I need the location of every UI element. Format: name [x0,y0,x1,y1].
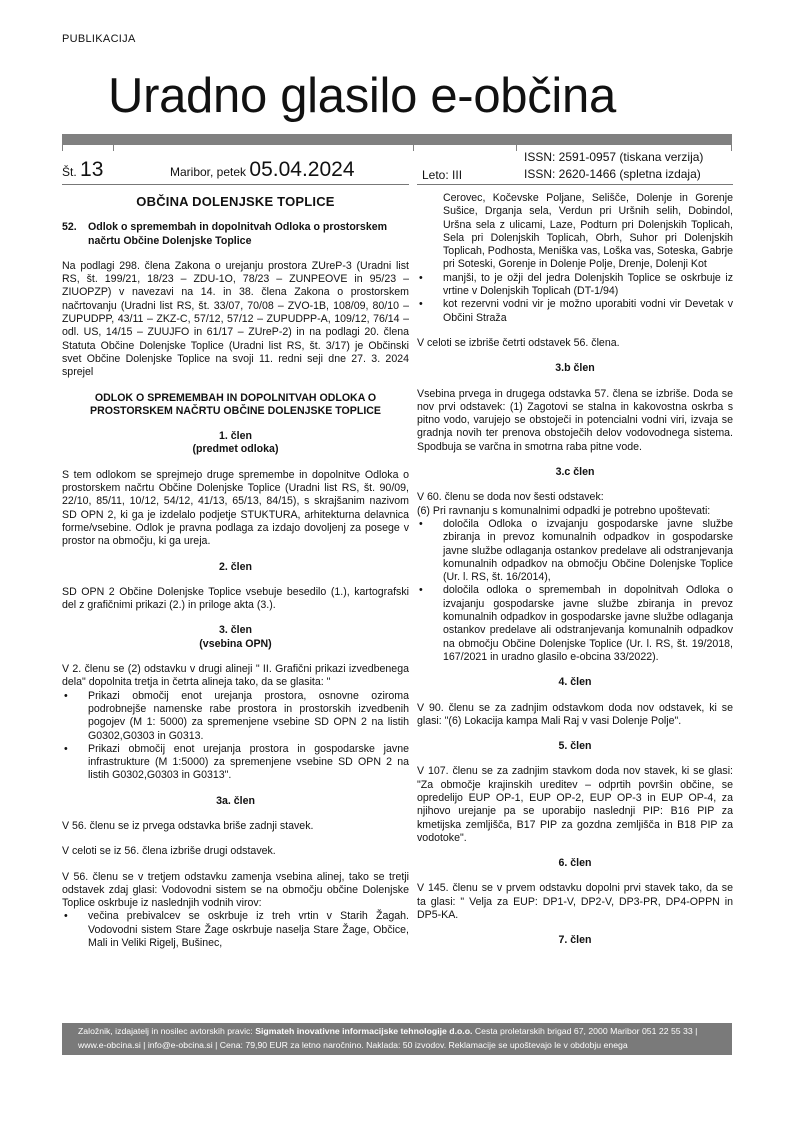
article-2-text: SD OPN 2 Občine Dolenjske Toplice vsebuje besedilo (1.), kartografski del z grafičnimi prikazi (2.) in priloge akta (3.). [62,585,409,612]
gazette-title: Uradno glasilo e-občina [108,69,616,123]
rule-tick [113,145,114,151]
article-3-text: V 2. členu se (2) odstavku v drugi alineji " II. Grafični prikazi izvedbenega dela" dopolnita tretja in četrta alineja tako, da se glasita: " [62,663,409,689]
article-2-title: 2. člen [219,560,252,573]
article-3c-text: V 60. členu se doda nov šesti odstavek: [417,491,604,504]
entry-title: Odlok o spremembah in dopolnitvah Odloka o prostorskem načrtu Občine Dolenjske Toplice [88,221,388,247]
article-3-subtitle: (vsebina OPN) [199,637,272,650]
rule-tick [731,145,732,151]
article-4-title: 4. člen [558,676,592,689]
header-underline [417,184,733,185]
article-3b-title: 3.b člen [555,362,595,375]
masthead-rule [62,134,732,145]
paragraph: V celoti se izbriše četrti odstavek 56. člena. [417,336,620,349]
list-item: • določila Odloka o izvajanju gospodarske javne službe zbiranja in prevoz komunalnih odpadkov in gospodarske javne službe odlaganja ostankov predelave ali odstranjevanja komunalnih odpadkov na območju Občine Dolenjske Toplice (Ur. l. RS, št. 16/2014), [417,518,733,584]
volume-label: Leto: III [422,168,463,182]
article-1-title: 1. člen [219,430,252,443]
water-sources-list-continued [417,192,733,272]
entry-heading [62,221,409,248]
list-item: • določila odloka o spremembah in dopolnitvah Odloka o izvajanju gospodarske javne službe zbiranja in prevoz komunalnih odpadkov in gospodarske javne službe odlaganja ostankov predelave ali odstranjevanja komunalnih odpadkov na območju Občine Dolenjske Toplice (Ur. l. RS, št. 19/2018, 167/2021 in uradno glasilo e-obcina 33/2022). [417,584,733,664]
article-1-text: S tem odlokom se sprejmejo druge spremembe in dopolnitve Odloka o prostorskem načrtu Občine Dolenjske Toplice (Uradni list RS, št. 90/09, 22/10, 85/11, 10/12, 54/12, 41/13, 65/13, 84/15), s skrajšanim nazivom SD OPN 2, ki ga je izdelalo podjetje STUKTURA, arhitekturna delavnica forme/vsebine. Odlok je pravna podlaga za izdajo dovoljenj za posege v prostor na območju, ki ga ureja. [62,468,409,548]
rule-tick [413,145,414,151]
article-3a-title: 3a. člen [216,794,255,807]
article-3a-paragraph: V 56. členu se v tretjem odstavku zamenja vsebina alinej, tako se tretji odstavek zdaj glasi: Vodovodni sistem se na območju občine Dolenjske Toplice oskrbuje iz naslednjih vodnih virov: [62,870,409,910]
article-3c-text: (6) Pri ravnanju s komunalnimi odpadki je potrebno upoštevati: [417,504,711,517]
issn-online: ISSN: 2620-1466 (spletna izdaja) [524,167,701,181]
article-1-subtitle: (predmet odloka) [192,443,279,456]
entry-number: 52. [62,221,77,234]
right-column [417,192,733,960]
water-sources-list [62,910,409,950]
header-underline [62,184,409,185]
footer-details: Cesta proletarskih brigad 67, 2000 Maribor 051 22 55 33 | www.e-obcina.si | info@e-obcina.si | Cena: 79,90 EUR za letno naročnino. Naklada: 50 izvodov. Reklamacije se upoštevajo le v obdobju enega [78,1026,698,1050]
date-value: 05.04.2024 [249,158,355,181]
list-item: • večina prebivalcev se oskrbuje iz treh vrtin v Starih Žagah. Vodovodni sistem Stare Žage oskrbuje naselja Stare Žage, Občice, Mali in Veliki Rigelj, Bušinec, [62,910,409,950]
article-4-text: V 90. členu se za zadnjim odstavkom doda nov odstavek, ki se glasi: "(6) Lokacija kampa Mali Raj v vasi Dolenje Polje". [417,701,733,727]
left-column [62,188,409,962]
list-item: • kot rezervni vodni vir je možno uporabiti vodni vir Devetak v Občini Straža [417,298,733,325]
list-item: • Prikazi območij enot urejanja prostora in gospodarske javne infrastrukture (M 1:5000) za spremenjene vsebine SD OPN 2 na listih G0302,G0303 in G0313". [62,743,409,783]
list-item: Cerovec, Kočevske Poljane, Selišče, Dolenje in Gorenje Sušice, Drganja sela, Verdun pri Uršnih selih, Dobindol, Uršna sela z ulicami, Laze, Podturn pri Dolenjskih Toplicah, Sela pri Dolenjskih Toplicah, Obrh, Suhor pri Dolenjskih Toplicah, Podhosta, Meniška vas, Loška vas, Soteska, Gabrje pri Soteski, Gorenje in Dolenje Polje, Drenje, Dolenji Kot [443,192,733,271]
article-7-title: 7. člen [558,934,592,947]
article-3a-paragraph: V celoti se iz 56. člena izbriše drugi odstavek. [62,845,276,858]
article-5-title: 5. člen [558,740,592,753]
municipality-heading: OBČINA DOLENJSKE TOPLICE [136,194,335,209]
issue-prefix: Št. [62,165,77,179]
issue-date [170,158,355,182]
water-sources-list [417,272,733,325]
article-3c-title: 3.c člen [555,466,595,479]
decree-title: ODLOK O SPREMEMBAH IN DOPOLNITVAH ODLOKA O PROSTORSKEM NAČRTU OBČINE DOLENJSKE TOPLICE [90,391,381,417]
article-3-list [62,690,409,783]
list-item: • manjši, to je ožji del jedra Dolenjskih Toplice se oskrbuje iz vrtine v Dolenjskih Toplicah (DT-1/94) [417,272,733,299]
issn-print: ISSN: 2591-0957 (tiskana verzija) [524,150,704,164]
article-3-title: 3. člen [219,624,252,637]
article-5-text: V 107. členu se za zadnjim stavkom doda nov stavek, ki se glasi: "Za območje krajinskih ureditev – odprtih površin občine, se opredelijo EUP OP-1, EUP OP-2, EUP OP-3 in EUP OP-4, za njihovo urejanje pa se uporabijo naslednji PIP: B16 PIP za kmetijska zemljišča, B17 PIP za gozdna zemljišča in B18 PIP za vodotoke". [417,765,733,844]
rule-tick [62,145,63,151]
publisher-footer [62,1023,732,1055]
article-6-text: V 145. členu se v prvem odstavku dopolni prvi stavek tako, da se ta glasi: " Velja za EUP: DP1-V, DP2-V, DP3-PR, DP4-OPPN in DP5-KA. [417,882,733,922]
list-item: • Prikazi območij enot urejanja prostora, osnovne oziroma podrobnejše namenske rabe prostora in prostorskih izvedbenih pogojev (M 1: 5000) za spremenjene vsebine SD OPN 2 na listih G0302,G0303 in G0313. [62,690,409,743]
preamble: Na podlagi 298. člena Zakona o urejanju prostora ZUreP-3 (Uradni list RS, št. 199/21, 18/23 – ZDU-1O, 78/23 – ZUNPEOVE in 95/23 – ZIUOPZP) v navezavi na 14. in 38. člena Zakona o prostorskem načrtovanju (Uradni list RS, št. 33/07, 70/08 – ZVO-1B, 108/09, 80/10 – ZUPUDPP, 43/11 – ZKZ-C, 57/12, 57/12 – ZUPUDPP-A, 109/12, 76/14 – odl. US, 14/15 – ZUUJFO in 61/17 – ZUreP-2) in na podlagi 20. člena Statuta Občine Dolenjske Toplice (Uradni list RS, št. 3/17) je Občinski svet Občine Dolenjske Toplice na svoji 11. redni seji dne 27. 3. 2024 sprejel [62,259,409,379]
waste-rules-list [417,518,733,664]
article-3b-text: Vsebina prvega in drugega odstavka 57. člena se izbriše. Doda se nov prvi odstavek: (1) Zagotovi se stalna in kakovostna oskrba s pitno vodo, varujejo se obstoječi in potencialni vodni viri, izvaja se gradnja novih ter prenova obstoječih delov vodovodnega sistema. Spodbuja se varčna in smotrna raba pitne vode. [417,387,733,453]
article-3a-paragraph: V 56. členu se iz prvega odstavka briše zadnji stavek. [62,819,314,832]
rule-tick [516,145,517,151]
issue-number [62,158,103,182]
issue-value: 13 [80,158,104,181]
footer-label: Založnik, izdajatelj in nosilec avtorskih pravic: [78,1026,253,1036]
footer-company: Sigmateh inovativne informacijske tehnologije d.o.o. [255,1026,473,1036]
publication-label: PUBLIKACIJA [62,33,136,45]
article-6-title: 6. člen [558,857,592,870]
place-day: Maribor, petek [170,165,247,179]
